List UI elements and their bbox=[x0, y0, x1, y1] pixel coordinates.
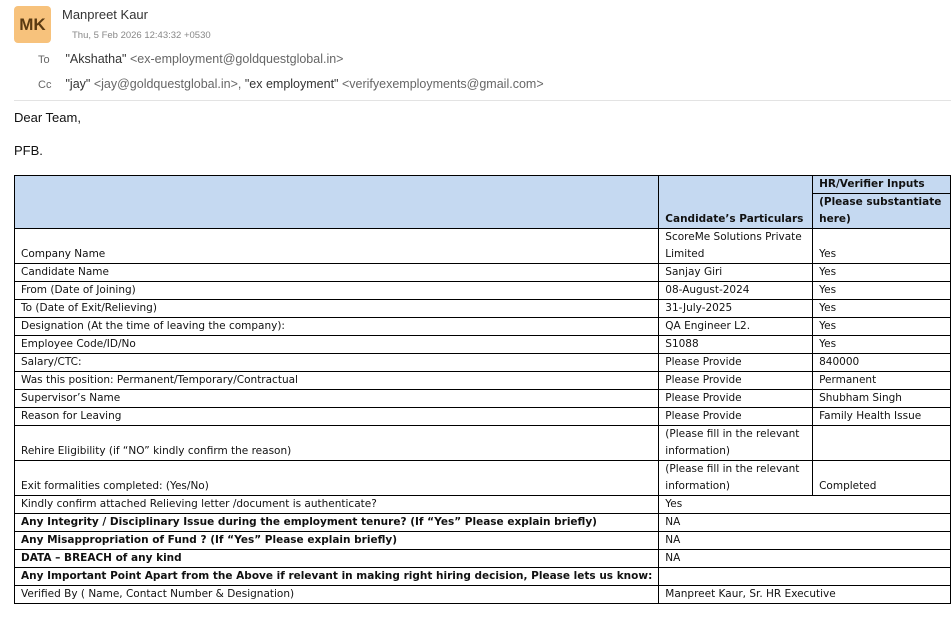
row-candidate-value: 08-August-2024 bbox=[659, 282, 813, 300]
sender-avatar: MK bbox=[14, 6, 51, 43]
table-row bbox=[15, 532, 951, 550]
row-label: From (Date of Joining) bbox=[15, 282, 659, 300]
table-row bbox=[15, 318, 951, 336]
cc-label: Cc bbox=[38, 79, 52, 91]
table-row bbox=[15, 336, 951, 354]
header-cell-blank bbox=[15, 176, 659, 229]
table-row bbox=[15, 426, 951, 461]
row-verifier-value: Permanent bbox=[813, 372, 951, 390]
to-recipient-email[interactable]: <ex-employment@goldquestglobal.in> bbox=[129, 52, 344, 66]
row-label: Employee Code/ID/No bbox=[15, 336, 659, 354]
row-verifier-value: Yes bbox=[813, 318, 951, 336]
row-label: Verified By ( Name, Contact Number & Designation) bbox=[15, 586, 659, 604]
row-candidate-value: ScoreMe Solutions Private Limited bbox=[659, 229, 813, 264]
row-verifier-value: Yes bbox=[813, 282, 951, 300]
table-row bbox=[15, 372, 951, 390]
header-verifier-subtitle: (Please substantiate here) bbox=[819, 196, 942, 225]
row-label: Exit formalities completed: (Yes/No) bbox=[15, 461, 659, 496]
row-label: Was this position: Permanent/Temporary/Contractual bbox=[15, 372, 659, 390]
cc-recipient-name-2[interactable]: "ex employment" bbox=[244, 77, 339, 91]
table-row bbox=[15, 229, 951, 264]
table-row bbox=[15, 514, 951, 532]
header-verifier-title: HR/Verifier Inputs bbox=[813, 176, 950, 194]
table-row bbox=[15, 408, 951, 426]
row-merged-value: Manpreet Kaur, Sr. HR Executive bbox=[659, 586, 951, 604]
row-verifier-value bbox=[813, 426, 951, 461]
cc-row bbox=[38, 77, 544, 91]
table-row bbox=[15, 568, 951, 586]
row-verifier-value: Yes bbox=[813, 264, 951, 282]
row-candidate-value: 31-July-2025 bbox=[659, 300, 813, 318]
row-label: Any Integrity / Disciplinary Issue during the employment tenure? (If “Yes” Please explain briefly) bbox=[15, 514, 659, 532]
row-label: Rehire Eligibility (if “NO” kindly confirm the reason) bbox=[15, 426, 659, 461]
row-verifier-value: 840000 bbox=[813, 354, 951, 372]
row-label: Designation (At the time of leaving the company): bbox=[15, 318, 659, 336]
row-label: Salary/CTC: bbox=[15, 354, 659, 372]
row-label: To (Date of Exit/Relieving) bbox=[15, 300, 659, 318]
row-candidate-value: Please Provide bbox=[659, 408, 813, 426]
greeting: Dear Team, bbox=[14, 110, 81, 125]
header-candidate-particulars: Candidate’s Particulars bbox=[659, 176, 813, 229]
row-verifier-value: Yes bbox=[813, 229, 951, 264]
table-row bbox=[15, 496, 951, 514]
row-verifier-value: Completed bbox=[813, 461, 951, 496]
to-recipient-name[interactable]: "Akshatha" bbox=[65, 52, 127, 66]
cc-recipient-email-1[interactable]: <jay@goldquestglobal.in>, bbox=[93, 77, 242, 91]
row-candidate-value: (Please fill in the relevant information) bbox=[659, 461, 813, 496]
table-row bbox=[15, 264, 951, 282]
table-row bbox=[15, 550, 951, 568]
row-label: Kindly confirm attached Relieving letter /document is authenticate? bbox=[15, 496, 659, 514]
cc-recipient-name-1[interactable]: "jay" bbox=[65, 77, 91, 91]
table-row bbox=[15, 461, 951, 496]
header-divider bbox=[14, 100, 951, 101]
row-merged-value: NA bbox=[659, 550, 951, 568]
row-verifier-value: Yes bbox=[813, 336, 951, 354]
row-label: Candidate Name bbox=[15, 264, 659, 282]
to-row bbox=[38, 52, 343, 66]
row-merged-value: Yes bbox=[659, 496, 951, 514]
row-label: Company Name bbox=[15, 229, 659, 264]
row-label: Reason for Leaving bbox=[15, 408, 659, 426]
table-header-row bbox=[15, 176, 951, 229]
table-row bbox=[15, 282, 951, 300]
body-text: PFB. bbox=[14, 143, 43, 158]
row-merged-value bbox=[659, 568, 951, 586]
row-label: Any Important Point Apart from the Above if relevant in making right hiring decision, Please lets us know: bbox=[15, 568, 659, 586]
row-label: Any Misappropriation of Fund ? (If “Yes” Please explain briefly) bbox=[15, 532, 659, 550]
row-verifier-value: Family Health Issue bbox=[813, 408, 951, 426]
row-merged-value: NA bbox=[659, 514, 951, 532]
table-row bbox=[15, 390, 951, 408]
row-verifier-value: Shubham Singh bbox=[813, 390, 951, 408]
row-merged-value: NA bbox=[659, 532, 951, 550]
table-row bbox=[15, 586, 951, 604]
row-candidate-value: S1088 bbox=[659, 336, 813, 354]
row-candidate-value: Sanjay Giri bbox=[659, 264, 813, 282]
to-label: To bbox=[38, 54, 50, 66]
cc-recipient-email-2[interactable]: <verifyexemployments@gmail.com> bbox=[341, 77, 544, 91]
row-verifier-value: Yes bbox=[813, 300, 951, 318]
header-verifier-inputs bbox=[813, 176, 951, 229]
sent-date: Thu, 5 Feb 2026 12:43:32 +0530 bbox=[72, 30, 211, 41]
row-candidate-value: Please Provide bbox=[659, 354, 813, 372]
row-candidate-value: Please Provide bbox=[659, 372, 813, 390]
table-row bbox=[15, 300, 951, 318]
row-candidate-value: QA Engineer L2. bbox=[659, 318, 813, 336]
row-candidate-value: (Please fill in the relevant information) bbox=[659, 426, 813, 461]
row-label: Supervisor’s Name bbox=[15, 390, 659, 408]
table-row bbox=[15, 354, 951, 372]
row-label: DATA – BREACH of any kind bbox=[15, 550, 659, 568]
sender-name[interactable]: Manpreet Kaur bbox=[62, 7, 148, 22]
verification-table bbox=[14, 175, 951, 604]
row-candidate-value: Please Provide bbox=[659, 390, 813, 408]
